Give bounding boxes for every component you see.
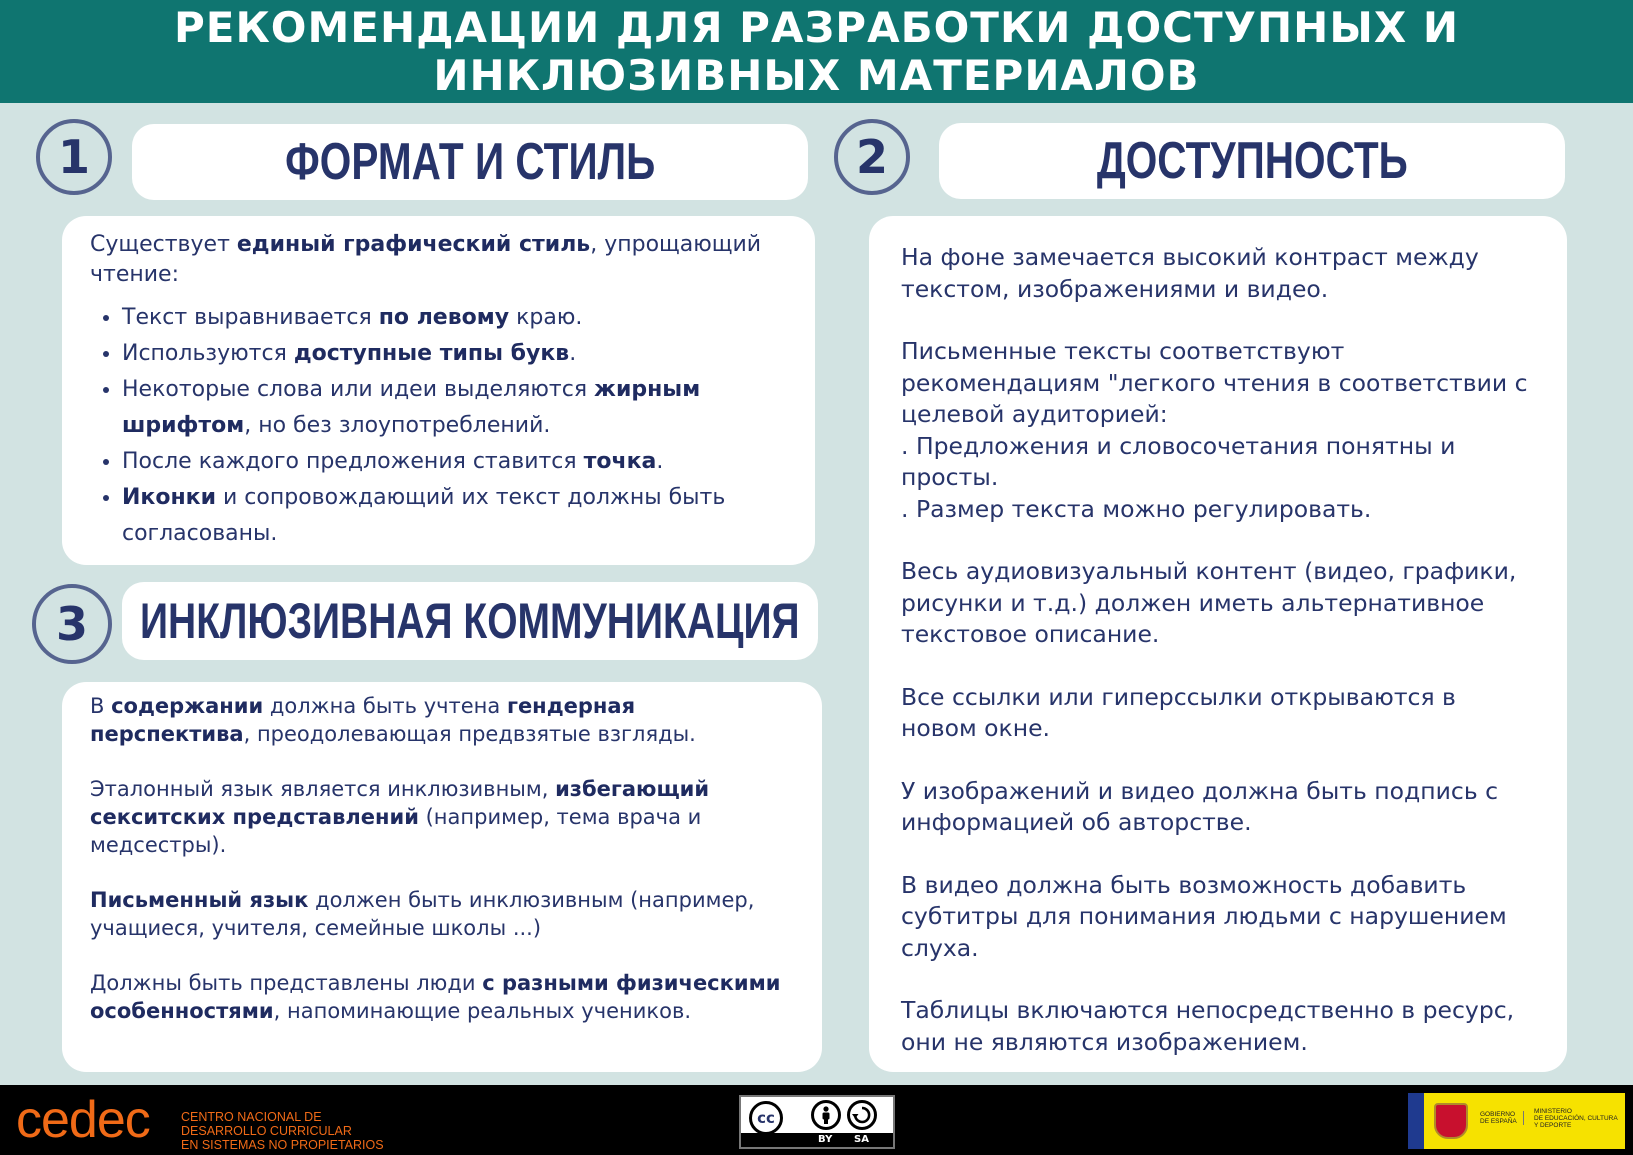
cc-icon: cc [749, 1101, 783, 1135]
section-1-number: 1 [36, 119, 112, 195]
accessibility-paragraph-7: Таблицы включаются непосредственно в ресурс, они не являются изображением. [901, 996, 1515, 1056]
inclusive-paragraph-3: Письменный язык должен быть инклюзивным (например, учащиеся, учителя, семейные школы ...) [90, 888, 755, 940]
accessibility-paragraph-4: Все ссылки или гиперссылки открываются в новом окне. [901, 682, 1456, 742]
spain-coat-of-arms-icon [1434, 1103, 1468, 1139]
list-item: • После каждого предложения ставится точка. [122, 444, 787, 480]
footer [0, 1085, 1633, 1155]
accessibility-paragraph-2: Письменные тексты соответствуют рекомендациям "легкого чтения в соответствии с целевой аудиторией: . Предложения и словосочетания понятны и просты. . Размер текста можно регулировать. [901, 337, 1528, 523]
format-style-card [62, 216, 815, 565]
list-item: • Используются доступные типы букв. [122, 336, 787, 372]
inclusive-communication-card [62, 682, 822, 1072]
accessibility-paragraph-1: На фоне замечается высокий контраст между текстом, изображениями и видео. [901, 243, 1479, 303]
accessibility-card [869, 216, 1567, 1072]
page-title-line-1: РЕКОМЕНДАЦИИ ДЛЯ РАЗРАБОТКИ ДОСТУПНЫХ И [173, 2, 1459, 52]
section-2-title-text: ДОСТУПНОСТЬ [1096, 132, 1408, 190]
list-item: • Текст выравнивается по левому краю. [122, 300, 787, 336]
license-strip [741, 1133, 893, 1147]
list-item: • Некоторые слова или идеи выделяются жирным шрифтом, но без злоупотреблений. [122, 372, 787, 444]
ministry-label: MINISTERIO DE EDUCACIÓN, CULTURA Y DEPORTE [1534, 1108, 1618, 1129]
format-style-intro: Существует единый графический стиль, упрощающий чтение: [90, 232, 762, 287]
eu-flag-stripe [1408, 1093, 1424, 1149]
accessibility-paragraph-6: В видео должна быть возможность добавить субтитры для понимания людьми с нарушением слуха. [901, 870, 1507, 962]
section-2-title [939, 123, 1565, 199]
cc-by-sa-license-badge [739, 1095, 895, 1149]
license-by-label: BY [818, 1134, 833, 1145]
accessibility-paragraph-5: У изображений и видео должна быть подпись с информацией об авторстве. [901, 776, 1499, 836]
section-3-number: 3 [32, 584, 112, 664]
government-label: GOBIERNO DE ESPAÑA [1480, 1111, 1524, 1125]
section-2-number: 2 [834, 119, 910, 195]
share-alike-icon [847, 1100, 877, 1130]
inclusive-paragraph-2: Эталонный язык является инклюзивным, избегающий секситских представлений (например, тема врача и медсестры). [90, 777, 710, 857]
attribution-icon [811, 1100, 841, 1130]
section-1-title [132, 124, 808, 200]
format-style-list [90, 300, 787, 552]
accessibility-paragraph-3: Весь аудиовизуальный контент (видео, графики, рисунки и т.д.) должен иметь альтернативное текстовое описание. [901, 557, 1517, 648]
section-3-title [122, 582, 818, 660]
list-item: • Иконки и сопровождающий их текст должны быть согласованы. [122, 480, 787, 552]
page-title-line-2: ИНКЛЮЗИВНЫХ МАТЕРИАЛОВ [433, 50, 1200, 100]
cedec-tagline: CENTRO NACIONAL DE DESARROLLO CURRICULAR EN SISTEMAS NO PROPIETARIOS [181, 1110, 384, 1152]
inclusive-paragraph-1: В содержании должна быть учтена гендерная перспектива, преодолевающая предвзятые взгляды. [90, 694, 696, 746]
government-of-spain-logo [1408, 1093, 1625, 1149]
section-1-title-text: ФОРМАТ И СТИЛЬ [284, 133, 656, 191]
section-3-title-text: ИНКЛЮЗИВНАЯ КОММУНИКАЦИЯ [140, 593, 800, 649]
cedec-logo: cedec [16, 1091, 150, 1149]
page-header [0, 0, 1633, 103]
inclusive-paragraph-4: Должны быть представлены люди с разными физическими особенностями, напоминающие реальных учеников. [90, 971, 781, 1023]
license-sa-label: SA [854, 1134, 869, 1145]
